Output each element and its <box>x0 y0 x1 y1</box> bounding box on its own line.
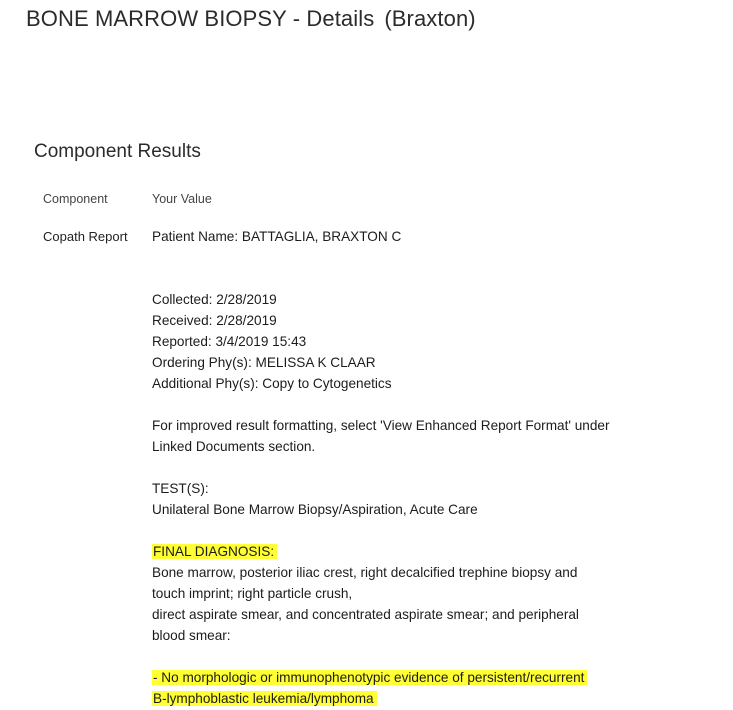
diagnosis-line: Bone marrow, posterior iliac crest, right decalcified trephine biopsy and <box>152 565 578 580</box>
blank-line <box>152 247 712 268</box>
received-line: Received: 2/28/2019 <box>152 313 277 328</box>
finding-line <box>152 667 712 688</box>
page-title <box>26 6 476 32</box>
copath-report-label: Copath Report <box>43 229 128 244</box>
format-note-line: Linked Documents section. <box>152 439 316 454</box>
your-value-column-header: Your Value <box>152 192 212 206</box>
blank-line <box>152 646 712 667</box>
page-title-text: BONE MARROW BIOPSY - Details <box>26 6 375 31</box>
component-column-header: Component <box>43 192 108 206</box>
patient-name-line: Patient Name: BATTAGLIA, BRAXTON C <box>152 229 402 244</box>
component-results-heading: Component Results <box>34 141 201 162</box>
collected-line: Collected: 2/28/2019 <box>152 292 277 307</box>
diagnosis-line: direct aspirate smear, and concentrated aspirate smear; and peripheral <box>152 607 579 622</box>
copath-report-text <box>152 226 712 709</box>
highlighted-finding: B-lymphoblastic leukemia/lymphoma <box>152 691 377 706</box>
finding-line <box>152 688 712 709</box>
format-note-line: For improved result formatting, select 'View Enhanced Report Format' under <box>152 418 610 433</box>
highlighted-finding: - No morphologic or immunophenotypic evidence of persistent/recurrent <box>152 670 587 685</box>
blank-line <box>152 520 712 541</box>
reported-line: Reported: 3/4/2019 15:43 <box>152 334 307 349</box>
final-diagnosis-heading-line <box>152 541 712 562</box>
tests-heading: TEST(S): <box>152 481 209 496</box>
ordering-phys-line: Ordering Phy(s): MELISSA K CLAAR <box>152 355 376 370</box>
patient-first-name: (Braxton) <box>384 6 476 31</box>
additional-phys-line: Additional Phy(s): Copy to Cytogenetics <box>152 376 392 391</box>
diagnosis-line: blood smear: <box>152 628 231 643</box>
blank-line <box>152 457 712 478</box>
diagnosis-line: touch imprint; right particle crush, <box>152 586 353 601</box>
final-diagnosis-heading: FINAL DIAGNOSIS: <box>152 544 277 559</box>
blank-line <box>152 394 712 415</box>
blank-line <box>152 268 712 289</box>
tests-value: Unilateral Bone Marrow Biopsy/Aspiration, Acute Care <box>152 502 478 517</box>
